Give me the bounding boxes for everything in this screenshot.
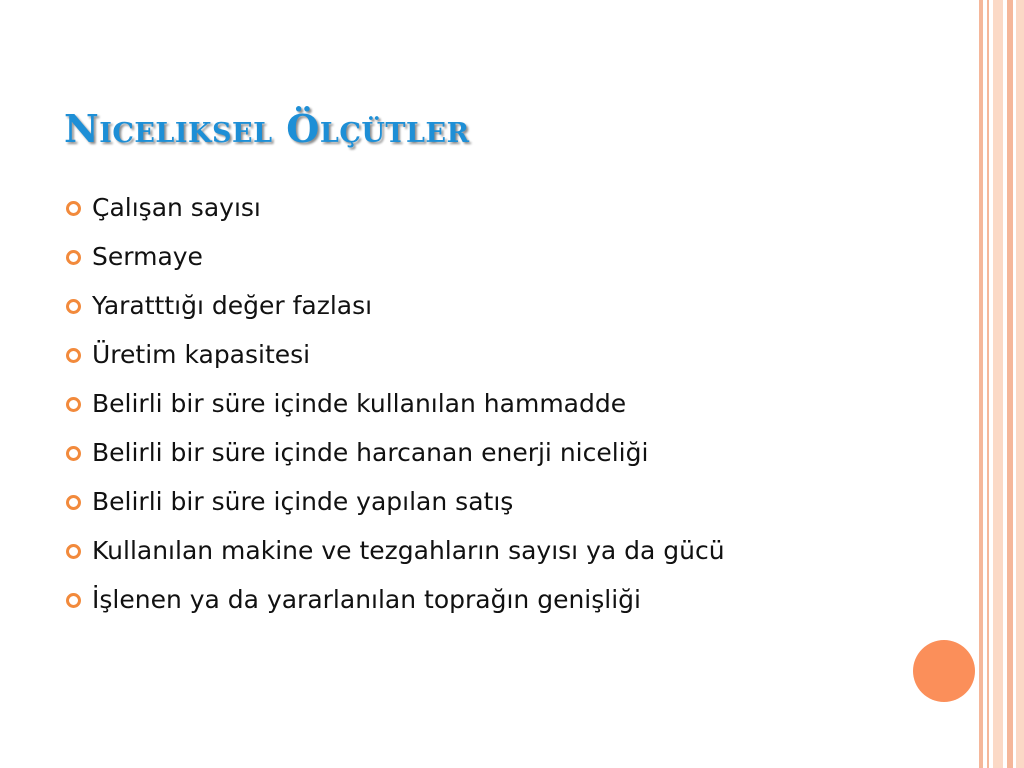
bullet-icon xyxy=(66,250,81,265)
bullet-icon xyxy=(66,544,81,559)
bullet-text: Kullanılan makine ve tezgahların sayısı ya da gücü xyxy=(92,536,725,565)
bullet-icon xyxy=(66,495,81,510)
decorative-circle xyxy=(913,640,975,702)
bullet-text: Yaratttığı değer fazlası xyxy=(92,291,373,320)
decorative-stripe xyxy=(979,0,983,768)
bullet-icon xyxy=(66,348,81,363)
bullet-text: Sermaye xyxy=(92,242,203,271)
bullet-item xyxy=(66,384,846,424)
bullet-list xyxy=(66,188,846,629)
bullet-item xyxy=(66,188,846,228)
bullet-item xyxy=(66,286,846,326)
bullet-text: İşlenen ya da yararlanılan toprağın genişliği xyxy=(92,585,641,614)
bullet-icon xyxy=(66,593,81,608)
decorative-stripe xyxy=(987,0,989,768)
slide-title: Niceliksel Ölçütler xyxy=(64,106,470,151)
bullet-icon xyxy=(66,446,81,461)
bullet-item xyxy=(66,531,846,571)
decorative-stripe xyxy=(1016,0,1024,768)
bullet-item xyxy=(66,580,846,620)
bullet-text: Üretim kapasitesi xyxy=(92,340,311,369)
bullet-text: Belirli bir süre içinde harcanan enerji niceliği xyxy=(92,438,649,467)
bullet-item xyxy=(66,237,846,277)
bullet-icon xyxy=(66,299,81,314)
bullet-item xyxy=(66,335,846,375)
bullet-text: Çalışan sayısı xyxy=(92,193,261,222)
bullet-icon xyxy=(66,201,81,216)
bullet-text: Belirli bir süre içinde yapılan satış xyxy=(92,487,514,516)
bullet-text: Belirli bir süre içinde kullanılan hammadde xyxy=(92,389,627,418)
bullet-item xyxy=(66,482,846,522)
bullet-icon xyxy=(66,397,81,412)
decorative-stripe xyxy=(993,0,1003,768)
decorative-stripe xyxy=(1007,0,1013,768)
bullet-item xyxy=(66,433,846,473)
